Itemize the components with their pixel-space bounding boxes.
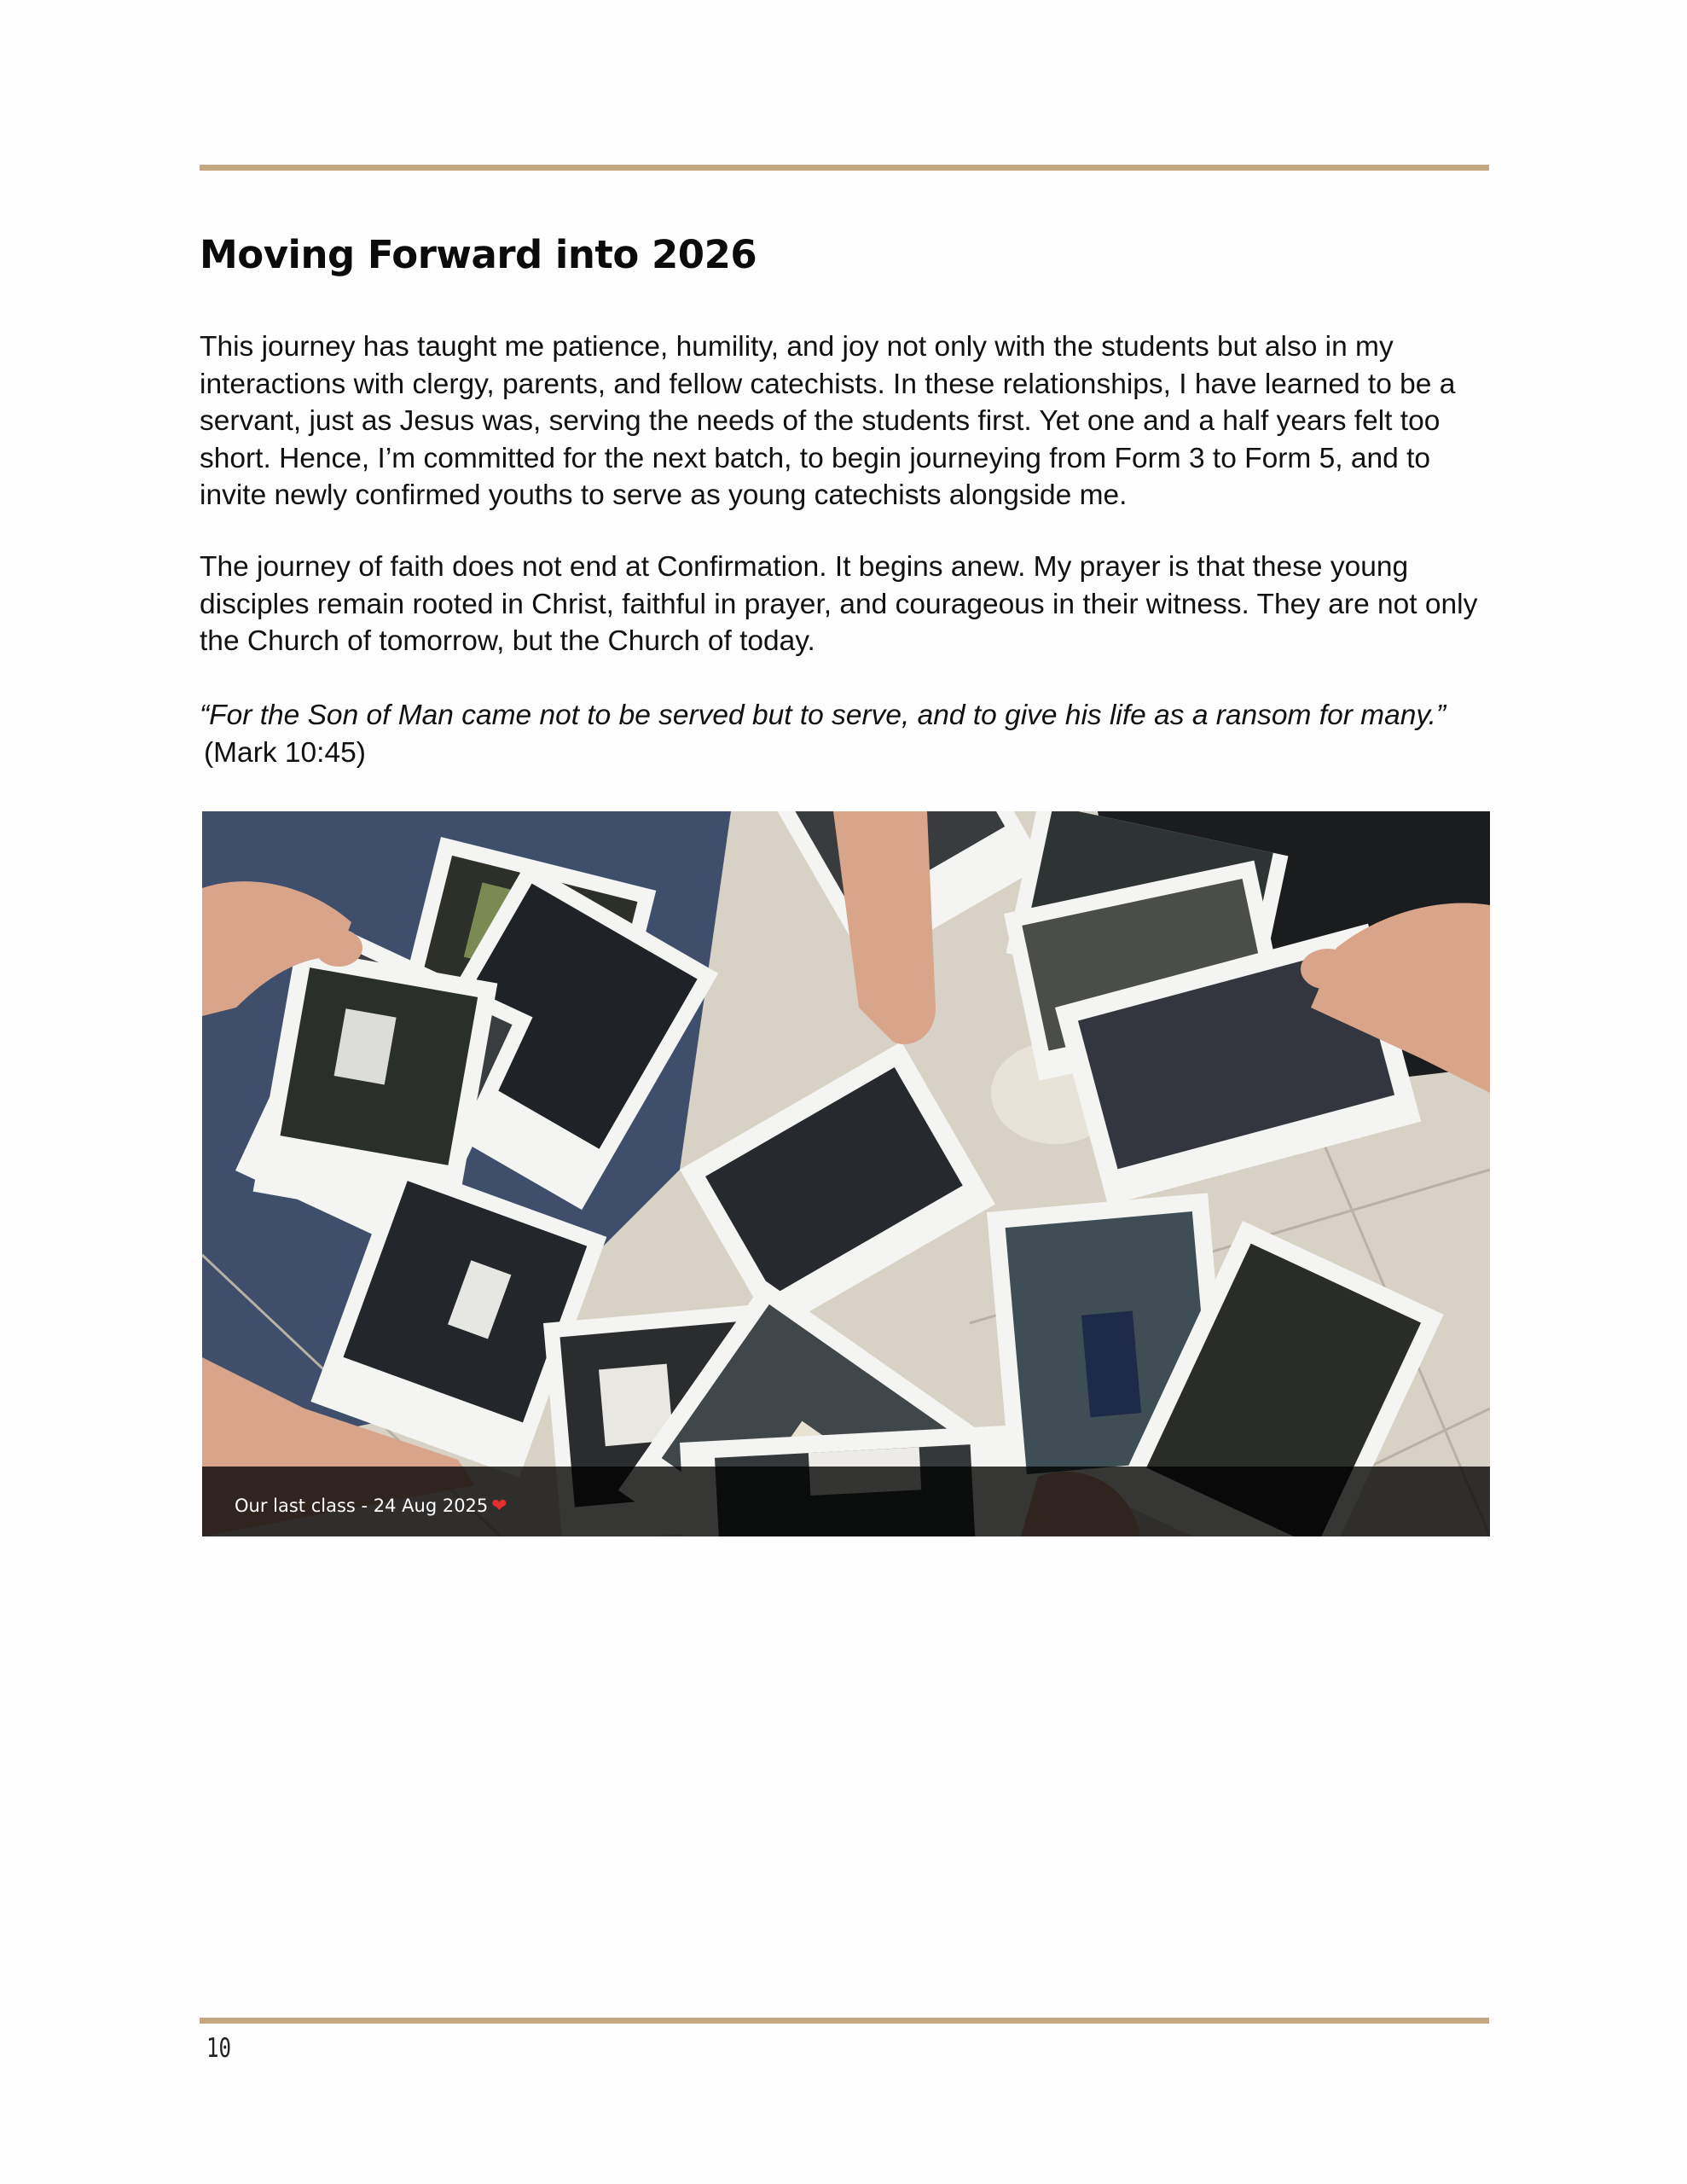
paragraph-1: This journey has taught me patience, humility, and joy not only with the students but also in my interactions with clergy, parents, and fellow catechists. In these relationships, I have learned to be a servant, just as Jesus was, serving the needs of the students first. Yet one and a half years felt too short. Hence, I’m committed for the next batch, to begin journeying from Form 3 to Form 5, and to invite newly confirmed youths to serve as young catechists alongside me. xyxy=(200,331,1456,511)
polaroid-illustration xyxy=(202,811,1490,1536)
paragraph-2: The journey of faith does not end at Confirmation. It begins anew. My prayer is that these young disciples remain rooted in Christ, faithful in prayer, and courageous in their witness. They are not only the Church of tomorrow, but the Church of today. xyxy=(200,551,1478,657)
polaroid-photo xyxy=(202,811,1490,1536)
page-number: 10 xyxy=(206,2033,232,2064)
top-rule xyxy=(200,165,1489,171)
bottom-rule xyxy=(200,2018,1489,2024)
caption-text: Our last class - 24 Aug 2025 xyxy=(235,1496,489,1516)
scripture-quote xyxy=(200,697,1504,771)
quote-reference: (Mark 10:45) xyxy=(204,736,366,769)
quote-text: “For the Son of Man came not to be served but to serve, and to give his life as a ransom for many.” xyxy=(200,700,1446,731)
section-heading: Moving Forward into 2026 xyxy=(200,232,757,277)
photo-caption xyxy=(235,1496,507,1517)
heart-icon: ❤ xyxy=(491,1496,507,1517)
